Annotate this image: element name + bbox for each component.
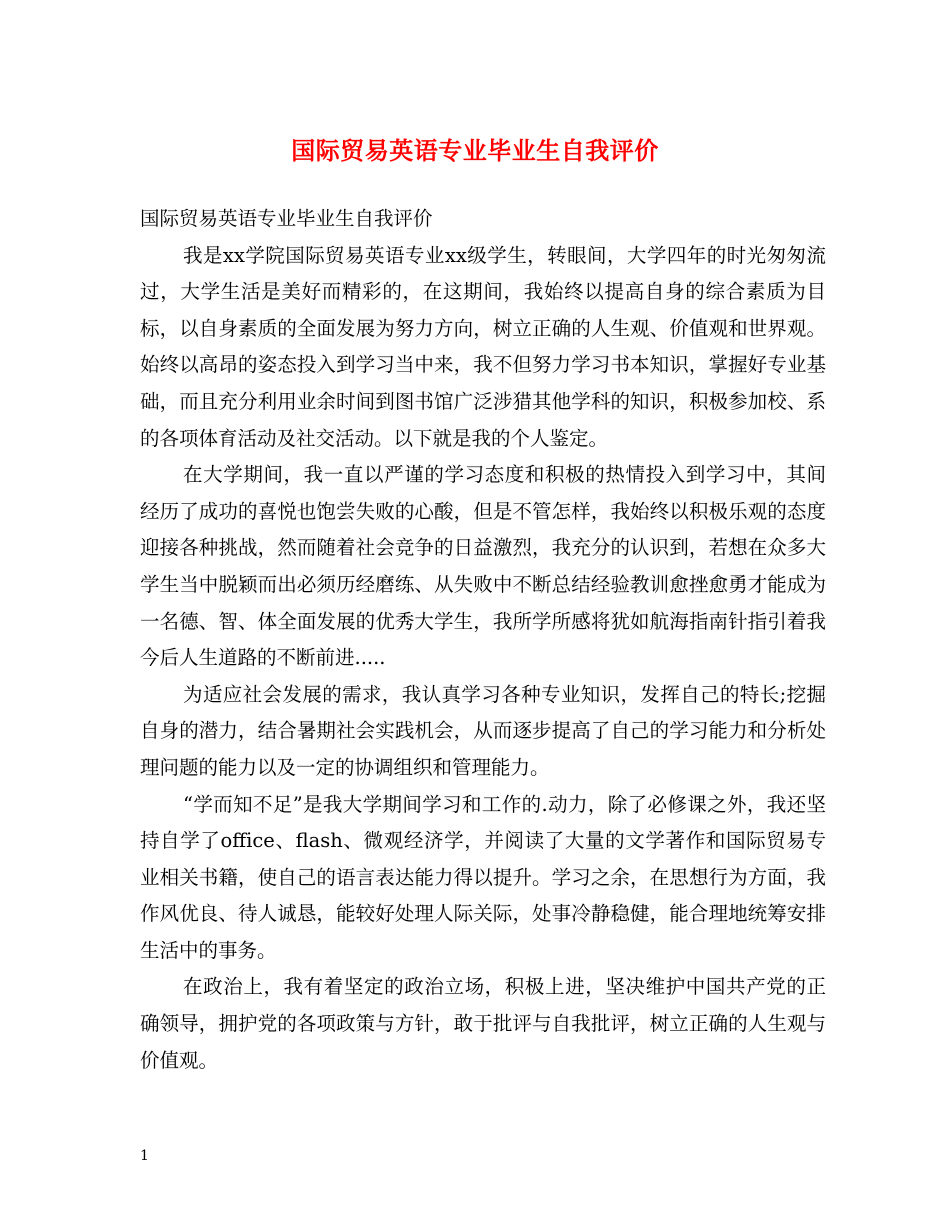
page-number: 1 xyxy=(140,1148,149,1164)
subtitle: 国际贸易英语专业毕业生自我评价 xyxy=(140,207,433,230)
paragraph-4: “学而知不足”是我大学期间学习和工作的.动力，除了必修课之外，我还坚持自学了office、flash、微观经济学，并阅读了大量的文学著作和国际贸易专业相关书籍，使自己的语言表达能力得以提升。学习之余，在思想行为方面，我作风优良、待人诚恳，能较好处理人际关际，处事冷静稳健，能合理地统筹安排生活中的事务。 xyxy=(140,792,826,962)
paragraph-2: 在大学期间，我一直以严谨的学习态度和积极的热情投入到学习中，其间经历了成功的喜悦也饱尝失败的心酸，但是不管怎样，我始终以积极乐观的态度迎接各种挑战，然而随着社会竞争的日益激烈，我充分的认识到，若想在众多大学生当中脱颖而出必须历经磨练、从失败中不断总结经验教训愈挫愈勇才能成为一名德、智、体全面发展的优秀大学生，我所学所感将犹如航海指南针指引着我今后人生道路的不断前进..... xyxy=(140,463,826,670)
paragraph-3: 为适应社会发展的需求，我认真学习各种专业知识，发挥自己的特长;挖掘自身的潜力，结合暑期社会实践机会，从而逐步提高了自己的学习能力和分析处理问题的能力以及一定的协调组织和管理能力。 xyxy=(140,682,826,779)
paragraph-1: 我是xx学院国际贸易英语专业xx级学生，转眼间，大学四年的时光匆匆流过，大学生活是美好而精彩的，在这期间，我始终以提高自身的综合素质为目标，以自身素质的全面发展为努力方向，树立正确的人生观、价值观和世界观。始终以高昂的姿态投入到学习当中来，我不但努力学习书本知识，掌握好专业基础，而且充分利用业余时间到图书馆广泛涉猎其他学科的知识，积极参加校、系的各项体育活动及社交活动。以下就是我的个人鉴定。 xyxy=(140,243,826,450)
document-title: 国际贸易英语专业毕业生自我评价 xyxy=(291,136,659,165)
document-body xyxy=(140,201,826,1079)
paragraph-5: 在政治上，我有着坚定的政治立场，积极上进，坚决维护中国共产党的正确领导，拥护党的各项政策与方针，敢于批评与自我批评，树立正确的人生观与价值观。 xyxy=(140,975,826,1072)
